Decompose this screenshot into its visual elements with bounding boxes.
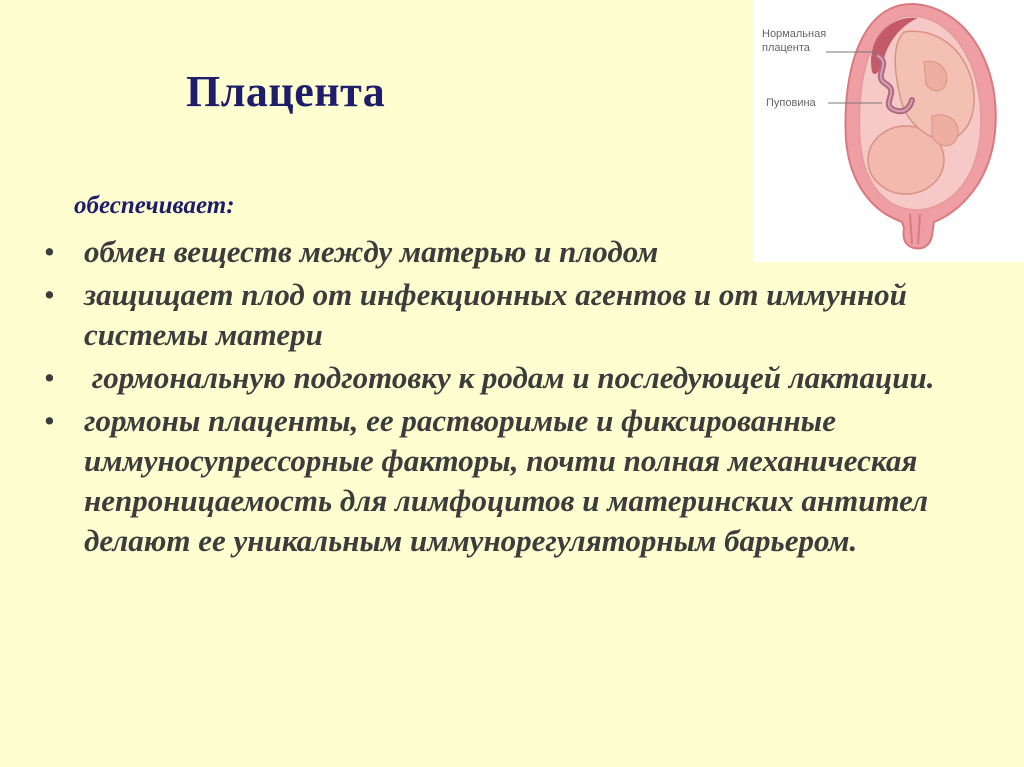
- placenta-illustration: [754, 0, 1024, 262]
- cord-label: Пуповина: [766, 97, 816, 109]
- bullet-text: защищает плод от инфекционных агентов и от иммунной системы матери: [84, 277, 907, 352]
- bullet-list: [40, 232, 940, 564]
- slide-title: Плацента: [186, 67, 386, 116]
- placenta-label-line1: Нормальная: [762, 28, 827, 40]
- bullet-icon: •: [44, 234, 55, 269]
- bullet-text: гормоны плаценты, ее растворимые и фиксированные иммуносупрессорные факторы, почти полная механическая непроницаемость для лимфоцитов и материнских антител делают ее уникальным иммунорегуляторным барьером.: [84, 403, 929, 558]
- placenta-label-line2: плацента: [762, 42, 810, 54]
- bullet-icon: •: [44, 277, 55, 312]
- bullet-item: [40, 358, 940, 398]
- bullet-item: [40, 401, 940, 561]
- slide-subtitle: обеспечивает:: [74, 192, 235, 219]
- bullet-text: обмен веществ между матерью и плодом: [84, 234, 659, 269]
- bullet-text: гормональную подготовку к родам и последующей лактации.: [84, 360, 935, 395]
- bullet-item: [40, 275, 940, 355]
- bullet-icon: •: [44, 360, 55, 395]
- bullet-icon: •: [44, 403, 55, 438]
